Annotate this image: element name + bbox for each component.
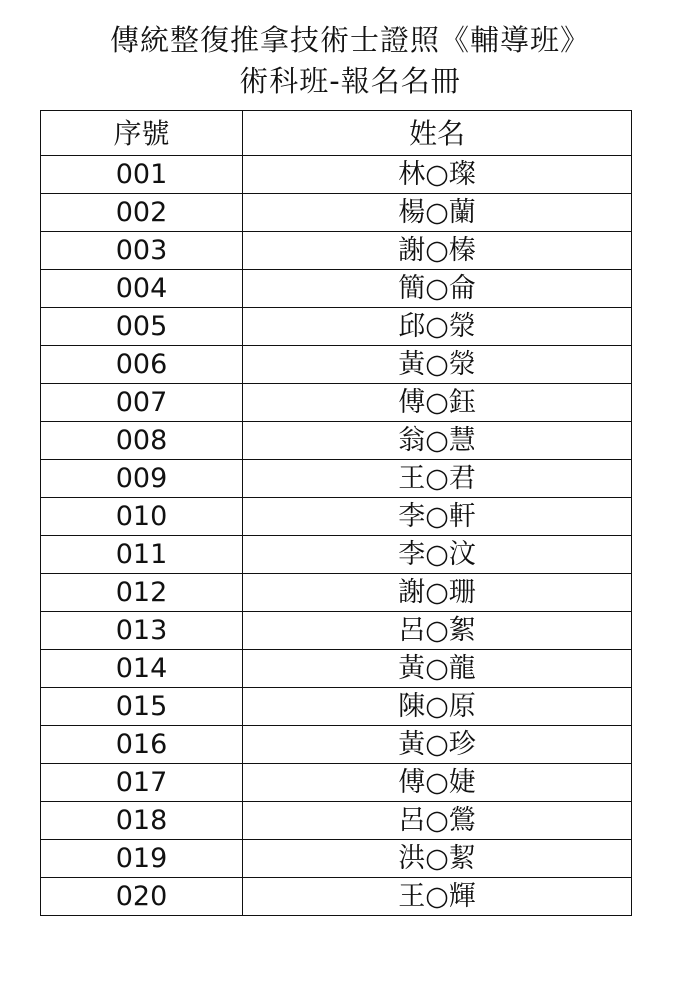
- row-number: 017: [41, 764, 243, 802]
- row-name: 洪○絜: [243, 840, 632, 878]
- table-row: [41, 270, 632, 308]
- row-name: 傅○婕: [243, 764, 632, 802]
- row-number: 007: [41, 384, 243, 422]
- row-name: 謝○榛: [243, 232, 632, 270]
- row-name: 林○璨: [243, 156, 632, 194]
- row-name: 陳○原: [243, 688, 632, 726]
- row-number: 015: [41, 688, 243, 726]
- table-row: [41, 688, 632, 726]
- row-number: 001: [41, 156, 243, 194]
- row-name: 謝○珊: [243, 574, 632, 612]
- table-row: [41, 612, 632, 650]
- table-row: [41, 650, 632, 688]
- document-title: 傳統整復推拿技術士證照《輔導班》: [109, 23, 590, 57]
- name-column-header: 姓名: [243, 111, 632, 156]
- row-name: 呂○絮: [243, 612, 632, 650]
- table-row: [41, 536, 632, 574]
- row-name: 呂○鶯: [243, 802, 632, 840]
- row-number: 009: [41, 460, 243, 498]
- row-name: 王○君: [243, 460, 632, 498]
- table-row: [41, 764, 632, 802]
- document-subtitle: 術科班-報名名冊: [239, 64, 461, 98]
- row-number: 020: [41, 878, 243, 916]
- registration-table: [40, 110, 632, 916]
- table-row: [41, 840, 632, 878]
- row-name: 黃○滎: [243, 346, 632, 384]
- table-row: [41, 422, 632, 460]
- table-row: [41, 156, 632, 194]
- row-name: 李○軒: [243, 498, 632, 536]
- table-row: [41, 460, 632, 498]
- row-number: 006: [41, 346, 243, 384]
- row-number: 012: [41, 574, 243, 612]
- row-number: 014: [41, 650, 243, 688]
- table-row: [41, 384, 632, 422]
- table-row: [41, 194, 632, 232]
- table-row: [41, 802, 632, 840]
- row-name: 李○汶: [243, 536, 632, 574]
- table-row: [41, 346, 632, 384]
- row-number: 005: [41, 308, 243, 346]
- row-number: 008: [41, 422, 243, 460]
- row-number: 002: [41, 194, 243, 232]
- table-row: [41, 574, 632, 612]
- table-row: [41, 232, 632, 270]
- row-name: 翁○慧: [243, 422, 632, 460]
- table-row: [41, 498, 632, 536]
- row-number: 010: [41, 498, 243, 536]
- table-row: [41, 726, 632, 764]
- row-number: 011: [41, 536, 243, 574]
- row-number: 004: [41, 270, 243, 308]
- row-name: 簡○侖: [243, 270, 632, 308]
- row-name: 邱○滎: [243, 308, 632, 346]
- row-number: 003: [41, 232, 243, 270]
- number-column-header: 序號: [41, 111, 243, 156]
- row-number: 013: [41, 612, 243, 650]
- row-number: 016: [41, 726, 243, 764]
- row-name: 黃○龍: [243, 650, 632, 688]
- row-name: 傅○鈺: [243, 384, 632, 422]
- table-header-row: [41, 111, 632, 156]
- row-name: 王○輝: [243, 878, 632, 916]
- table-row: [41, 878, 632, 916]
- row-number: 019: [41, 840, 243, 878]
- table-row: [41, 308, 632, 346]
- row-name: 楊○蘭: [243, 194, 632, 232]
- row-number: 018: [41, 802, 243, 840]
- row-name: 黃○珍: [243, 726, 632, 764]
